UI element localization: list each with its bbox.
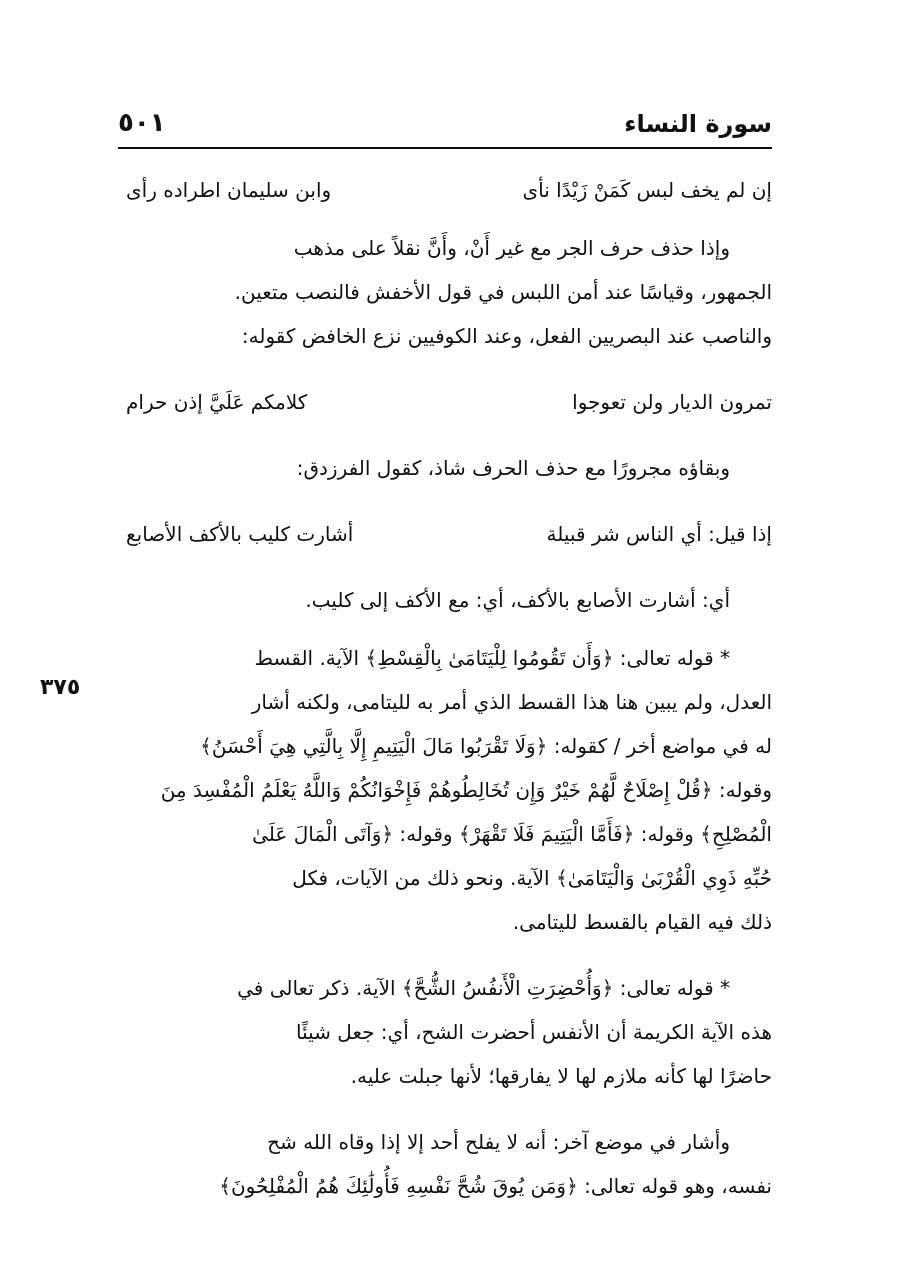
paragraph-line: أي: أشارت الأصابع بالأكف، أي: مع الأكف إلى كليب.	[305, 588, 730, 612]
paragraph-line: هذه الآية الكريمة أن الأنفس أحضرت الشح، أي: جعل شيئًا	[296, 1020, 772, 1044]
paragraph-line: * قوله تعالى: ﴿وَأَن تَقُومُوا لِلْيَتَامَىٰ بِالْقِسْطِ﴾ الآية. القسط	[254, 646, 730, 670]
paragraph-line: وبقاؤه مجرورًا مع حذف الحرف شاذ، كقول الفرزدق:	[296, 456, 730, 480]
page-header	[118, 108, 772, 148]
verse-hemistich-right: تمرون الديار ولن تعوجوا	[572, 390, 772, 414]
paragraph-line: له في مواضع أخر / كقوله: ﴿وَلَا تَقْرَبُوا مَالَ الْيَتِيمِ إِلَّا بِالَّتِي هِيَ أَحْسَنُ﴾	[200, 734, 772, 758]
paragraph-line: وإذا حذف حرف الجر مع غير أَنْ، وأَنَّ نقلاً على مذهب	[293, 236, 730, 260]
poetry-verse-3	[126, 512, 772, 556]
poetry-verse-2	[126, 380, 772, 424]
paragraph-line: * قوله تعالى: ﴿وَأُحْضِرَتِ الْأَنفُسُ الشُّحَّ﴾ الآية. ذكر تعالى في	[237, 976, 730, 1000]
surah-title: سورة النساء	[624, 110, 772, 138]
paragraph-line: ذلك فيه القيام بالقسط لليتامى.	[512, 910, 772, 934]
verse-hemistich-right: إن لم يخف لبس كَمَنْ زَيْدًا نأى	[522, 178, 772, 202]
paragraph-line: وأشار في موضع آخر: أنه لا يفلح أحد إلا إذا وقاه الله شح	[267, 1130, 730, 1154]
main-text	[126, 168, 772, 1208]
poetry-verse-1	[126, 168, 772, 212]
paragraph-line: حُبِّهِ ذَوِي الْقُرْبَىٰ وَالْيَتَامَىٰ﴾ الآية. ونحو ذلك من الآيات، فكل	[292, 866, 772, 890]
paragraph-line: نفسه، وهو قوله تعالى: ﴿وَمَن يُوقَ شُحَّ نَفْسِهِ فَأُولَٰئِكَ هُمُ الْمُفْلِحُونَ﴾	[219, 1174, 772, 1198]
verse-hemistich-right: إذا قيل: أي الناس شر قبيلة	[546, 522, 772, 546]
verse-hemistich-left: كلامكم عَلَيَّ إذن حرام	[126, 390, 308, 414]
header-rule	[118, 147, 772, 149]
paragraph-line: الجمهور، وقياسًا عند أمن اللبس في قول الأخفش فالنصب متعين.	[234, 280, 772, 304]
verse-hemistich-left: وابن سليمان اطراده رأى	[126, 178, 332, 202]
margin-page-reference: ٣٧٥	[40, 675, 81, 700]
paragraph-line: العدل، ولم يبين هنا هذا القسط الذي أمر به لليتامى، ولكنه أشار	[251, 690, 772, 714]
paragraph-line: وقوله: ﴿قُلْ إِصْلَاحٌ لَّهُمْ خَيْرٌ وَإِن تُخَالِطُوهُمْ فَإِخْوَانُكُمْ وَاللَّهُ يَعْلَمُ الْمُفْسِدَ مِنَ	[160, 778, 772, 802]
paragraph-line: والناصب عند البصريين الفعل، وعند الكوفيين نزع الخافض كقوله:	[241, 324, 772, 348]
paragraph-line: حاضرًا لها كأنه ملازم لها لا يفارقها؛ لأنها جبلت عليه.	[350, 1064, 772, 1088]
page-number: ٥٠١	[118, 108, 166, 138]
verse-hemistich-left: أشارت كليب بالأكف الأصابع	[126, 522, 354, 546]
paragraph-line: الْمُصْلِحِ﴾ وقوله: ﴿فَأَمَّا الْيَتِيمَ فَلَا تَقْهَرْ﴾ وقوله: ﴿وَآتَى الْمَالَ عَلَىٰ	[252, 822, 772, 846]
